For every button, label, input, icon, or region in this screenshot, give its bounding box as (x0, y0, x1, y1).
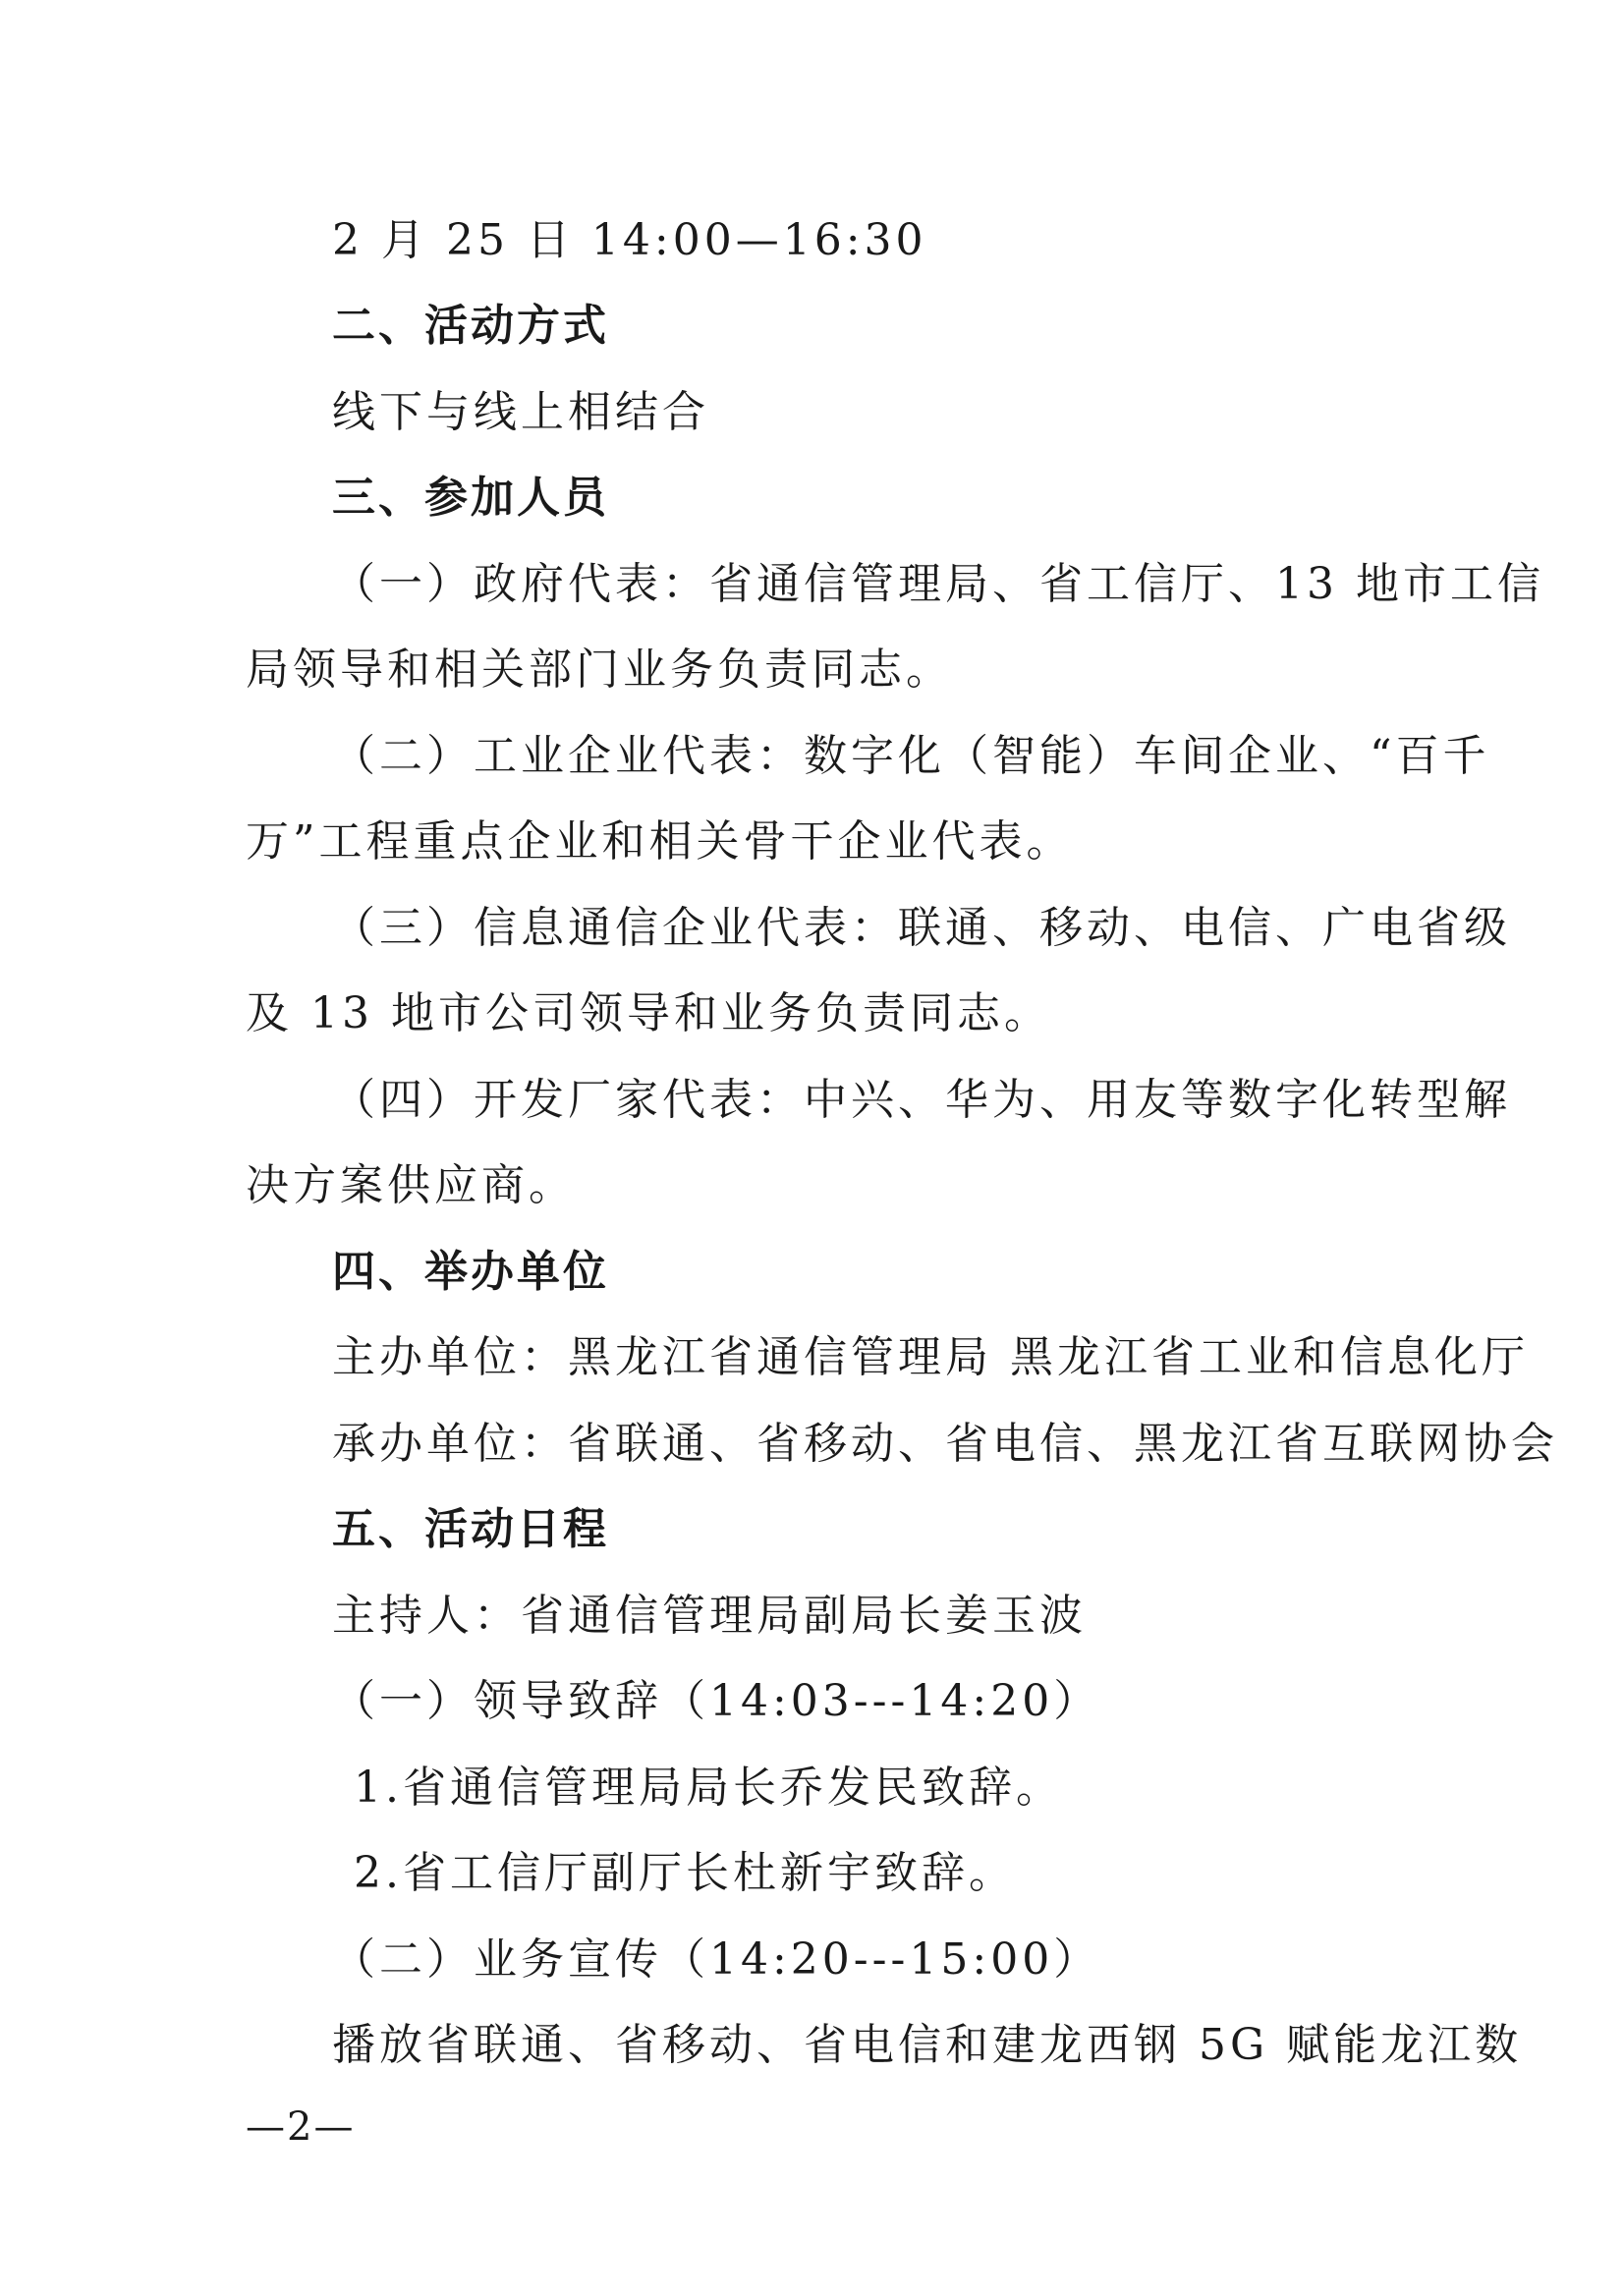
participant-government-line-1: （一）政府代表：省通信管理局、省工信厅、13 地市工信 (332, 559, 1544, 609)
section-heading-activity-method: 二、活动方式 (332, 301, 609, 351)
schedule-speech-2: 2.省工信厅副厅长杜新宇致辞。 (354, 1848, 1016, 1898)
participant-vendor-line-1: （四）开发厂家代表：中兴、华为、用友等数字化转型解 (332, 1075, 1511, 1125)
schedule-speech-1: 1.省通信管理局局长乔发民致辞。 (354, 1763, 1063, 1813)
schedule-host: 主持人：省通信管理局副局长姜玉波 (332, 1591, 1087, 1641)
organizer-executing-units: 承办单位：省联通、省移动、省电信、黑龙江省互联网协会 (332, 1419, 1558, 1469)
participant-government-line-2: 局领导和相关部门业务负责同志。 (246, 644, 953, 695)
schedule-item-publicity: （二）业务宣传（14:20---15:00） (332, 1934, 1101, 1985)
activity-method-text: 线下与线上相结合 (332, 387, 709, 437)
participant-industry-line-2: 万”工程重点企业和相关骨干企业代表。 (246, 816, 1074, 867)
page-number: —2— (246, 2104, 356, 2150)
section-heading-participants: 三、参加人员 (332, 473, 609, 523)
participant-telecom-line-2: 及 13 地市公司领导和业务负责同志。 (246, 988, 1051, 1038)
participant-telecom-line-1: （三）信息通信企业代表：联通、移动、电信、广电省级 (332, 903, 1511, 953)
participant-vendor-line-2: 决方案供应商。 (246, 1160, 576, 1210)
schedule-time: 2 月 25 日 14:00—16:30 (332, 215, 927, 265)
section-heading-schedule: 五、活动日程 (332, 1504, 609, 1554)
organizer-host-units: 主办单位：黑龙江省通信管理局 黑龙江省工业和信息化厅 (332, 1332, 1529, 1382)
schedule-item-leader-speech: （一）领导致辞（14:03---14:20） (332, 1676, 1101, 1726)
participant-industry-line-1: （二）工业企业代表：数字化（智能）车间企业、“百千 (332, 731, 1490, 781)
schedule-publicity-text: 播放省联通、省移动、省电信和建龙西钢 5G 赋能龙江数 (332, 2020, 1523, 2070)
section-heading-organizers: 四、举办单位 (332, 1247, 609, 1297)
